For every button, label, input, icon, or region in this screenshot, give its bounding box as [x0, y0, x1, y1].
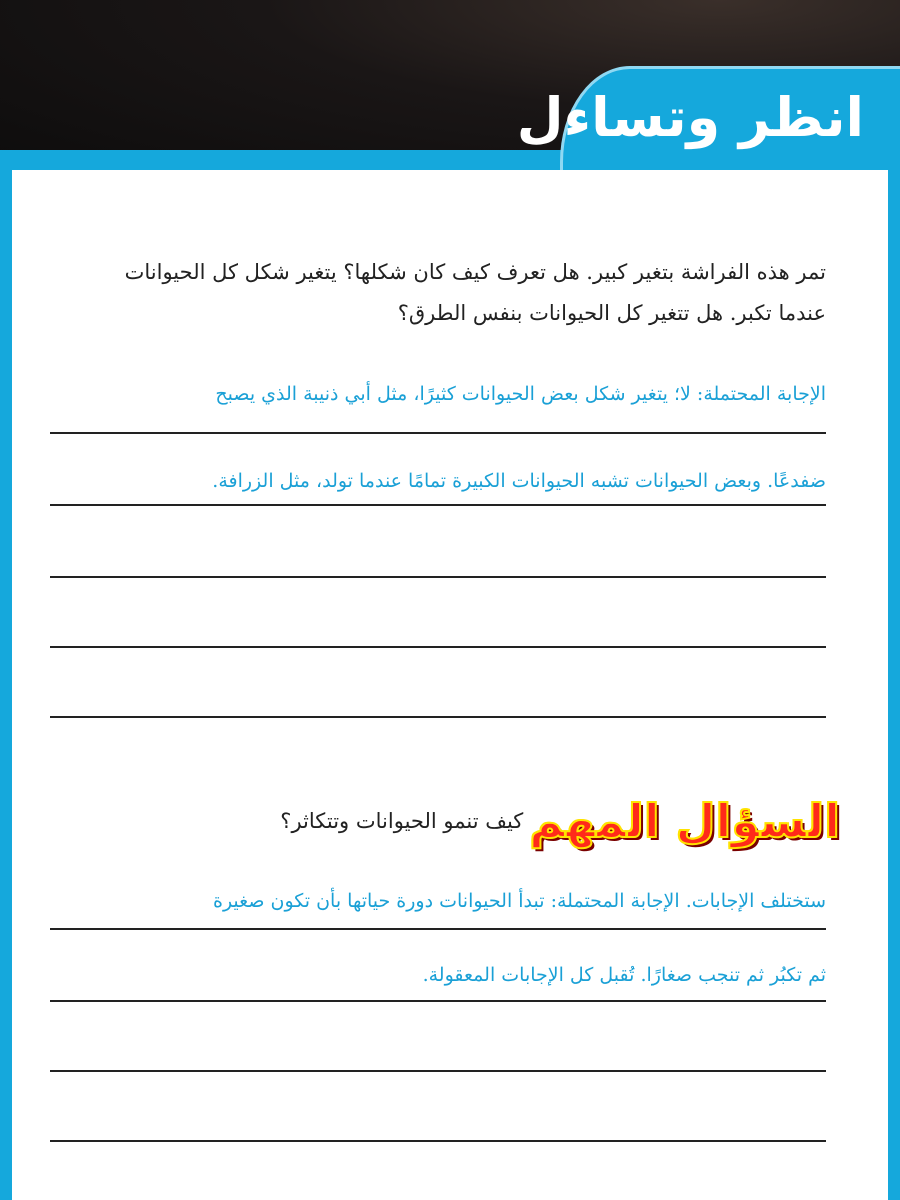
intro-question-line-2: عندما تكبر. هل تتغير كل الحيوانات بنفس الطرق؟ — [397, 301, 826, 325]
answer-line-1 — [50, 432, 826, 434]
intro-answer-line-1: الإجابة المحتملة: لا؛ يتغير شكل بعض الحيوانات كثيرًا، مثل أبي ذنيبة الذي يصبح — [215, 383, 826, 405]
answer-line-4 — [50, 646, 826, 648]
answer-line-8 — [50, 1070, 826, 1072]
section-title: انظر وتساءل — [516, 86, 864, 149]
answer-line-2 — [50, 504, 826, 506]
essential-answer-line-1: ستختلف الإجابات. الإجابة المحتملة: تبدأ الحيوانات دورة حياتها بأن تكون صغيرة — [212, 890, 826, 912]
essential-question-title: السؤال المهم — [529, 794, 840, 848]
answer-line-7 — [50, 1000, 826, 1002]
essential-answer-line-2: ثم تكبُر ثم تنجب صغارًا. تُقبل كل الإجابات المعقولة. — [422, 964, 826, 986]
essential-question-row — [280, 794, 840, 848]
answer-line-3 — [50, 576, 826, 578]
answer-line-5 — [50, 716, 826, 718]
essential-question-text: كيف تنمو الحيوانات وتتكاثر؟ — [280, 809, 524, 833]
intro-answer-line-2: ضفدعًا. وبعض الحيوانات تشبه الحيوانات الكبيرة تمامًا عندما تولد، مثل الزرافة. — [212, 470, 826, 492]
intro-question — [66, 252, 826, 334]
answer-line-9 — [50, 1140, 826, 1142]
answer-line-6 — [50, 928, 826, 930]
intro-question-line-1: تمر هذه الفراشة بتغير كبير. هل تعرف كيف كان شكلها؟ يتغير شكل كل الحيوانات — [124, 260, 826, 284]
